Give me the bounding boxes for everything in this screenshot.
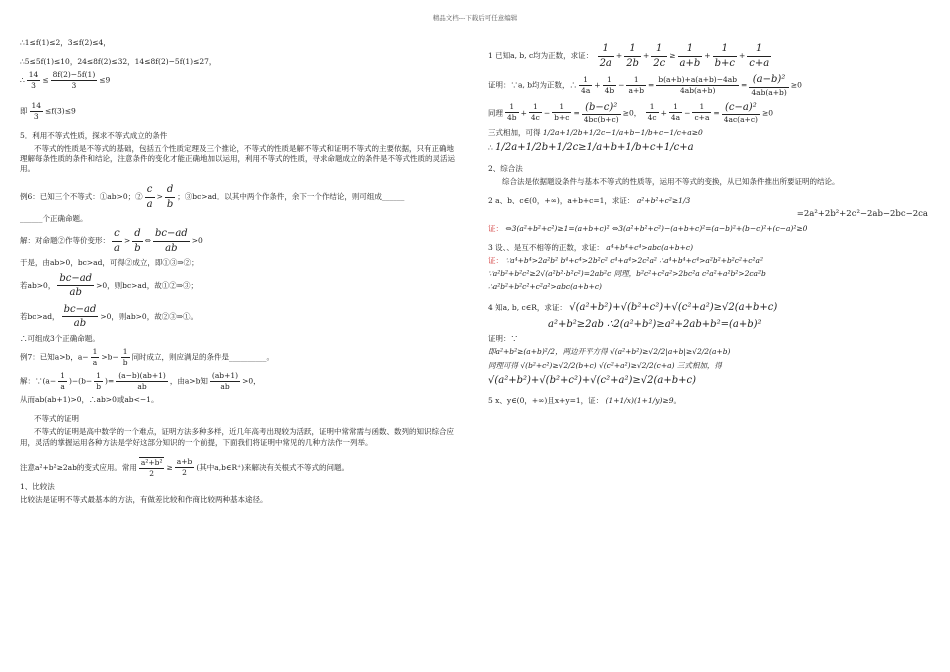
example-3-line2: ∵a²b²+b²c²≥2√(a²b²·b²c²)=2ab²c 同理，b²c²+c²a²>2bc²a c²a²+a²b²>2ca²b xyxy=(488,269,766,279)
proof-4: ∴ 1/2a+1/2b+1/2c≥1/a+b+1/b+c+1/c+a xyxy=(488,142,694,154)
example-2: 2 a、b、c∈(0，+∞)，a+b+c=1，求证： a²+b²+c²≥1/3 xyxy=(488,196,691,206)
proof-2: 同理 $\frac{1}{4b}$ + $\frac{1}{4c}$ − $\frac{1}{b+c}$ = $\frac{\text{(b−c)²}}{4bc(b+c)}$ ≥0， $\frac{1}{4c}$ + $\frac{1}{4a}$ − $\frac{1}{c+a}$ = $\frac{\text{(c−a)²}}{4ac(a+c)}$ ≥0 xyxy=(488,101,774,125)
section-6-title: 不等式的证明 xyxy=(34,414,79,424)
left-column xyxy=(20,38,460,508)
example-4-line3: 同理可得 √(b²+c²)≥√2/2(b+c) √(c²+a²)≥√2/2(c+a) 三式相加，得 xyxy=(488,360,722,370)
line-9: 若bc>ad， $\frac{bc-ad}{ab}$ >0，则ab>0，故②③⇒①。 xyxy=(20,303,198,329)
line-7: 于是，由ab>0，bc>ad，可得②成立，即①③⇒②； xyxy=(20,258,199,268)
example-4-line2: 即a²+b²≥(a+b)²/2，两边开平方得 √(a²+b²)≥√2/2|a+b|≥√2/2(a+b) xyxy=(488,347,731,357)
example-6-cont: ______个正确命题。 xyxy=(20,214,88,224)
line-1: ∴1≤f(1)≤2，3≤f(2)≤4， xyxy=(20,38,111,47)
note-line: 注意a²+b²≥2ab的变式应用。常用 $\frac{\text{a²+b²}}{2}$ ≥ $\frac{a+b}{2}$ (其中a,b∈R⁺)来解决有关根式不等式的问题。 xyxy=(20,457,350,478)
example-4-proof: 证明：∵ xyxy=(488,334,518,344)
section-5-text: 不等式的性质是不等式的基础，包括五个性质定理及三个推论，不等式的性质是解不等式和证明不等式的主要依据，只有正确地理解每条性质的条件和结论，注意条件的变化才能正确地加以运用，利用不等式的性质，寻求命题成立的条件是不等式性质的灵活运用。 xyxy=(20,143,455,174)
proof-3: 三式相加，可得 1/2a+1/2b+1/2c−1/a+b−1/b+c−1/c+a≥0 xyxy=(488,128,703,138)
example-5: 5 x、y∈(0，+∞)且x+y=1，证： (1+1/x)(1+1/y)≥9。 xyxy=(488,396,681,406)
solution-7: 解：∵(a− $\frac{1}{a}$ )−(b− $\frac{1}{b}$ )= $\frac{(a-b)(ab+1)}{ab}$ ，由a>b知 $\frac{(ab+1)}{ab}$ >0， xyxy=(20,370,261,391)
page-header: 精品文档---下载后可任意编辑 xyxy=(432,14,518,22)
fraction: $\frac{8f(2)-5f(1)}{3}$ xyxy=(52,70,96,91)
sym: ∴ xyxy=(20,75,25,85)
example-4-line4: √(a²+b²)+√(b²+c²)+√(c²+a²)≥√2(a+b+c) xyxy=(488,374,697,386)
solution-6: 解：对命题②作等价变形： $\frac{c}{a}$ > $\frac{d}{b}$ ⇔ $\frac{bc-ad}{ab}$ >0 xyxy=(20,228,203,254)
right-column xyxy=(488,42,928,409)
comparison-title: 1、比较法 xyxy=(20,481,55,491)
synthesis-text: 综合法是依据题设条件与基本不等式的性质等，运用不等式的变换，从已知条件推出所要证明的结论。 xyxy=(502,177,840,186)
example-4: 4 知a, b, c∈R，求证： √(a²+b²)+√(b²+c²)+√(c²+a²)≥√2(a+b+c) xyxy=(488,302,778,314)
line-4: 即 $\frac{14}{3}$ ≤f(3)≤9 xyxy=(20,100,76,121)
section-5-title: 5．利用不等式性质，探求不等式成立的条件 xyxy=(20,130,168,140)
line-2: ∴5≤5f(1)≤10，24≤8f(2)≤32，14≤8f(2)−5f(1)≤27， xyxy=(20,57,217,67)
sym: ≤ xyxy=(42,75,49,85)
line-3 xyxy=(20,70,460,91)
comparison-text: 比较法是证明不等式最基本的方法，有做差比较和作商比较两种基本途径。 xyxy=(20,495,268,504)
proof-1: 证明：∵a, b均为正数，∴ $\frac{1}{4a}$ + $\frac{1}{4b}$ − $\frac{1}{a+b}$ = $\frac{b(a+b)+a(a+b)-4ab}{4ab(a+b)}$ = $\frac{\text{(a−b)²}}{4ab(a+b)}$ ≥0 xyxy=(488,74,802,97)
example-3-line3: ∴a²b²+b²c²+c²a²>abc(a+b+c) xyxy=(488,282,602,292)
line-10: ∴可组成3个正确命题。 xyxy=(20,333,100,343)
example-2-expand: =2a²+2b²+2c²−2ab−2bc−2ca xyxy=(796,209,928,220)
fraction: $\frac{14}{3}$ xyxy=(28,70,39,91)
section-6-text: 不等式的证明是高中数学的一个难点，证明方法多种多样，近几年高考出现较为活跃，证明中常常需与函数、数列的知识综合应用，灵活的掌握运用各种方法是学好这部分知识的一个前提，下面我们将证明中常见的几种方法作一列举。 xyxy=(20,427,454,447)
line-11: 从而ab(ab+1)>0，∴ab>0或ab<−1。 xyxy=(20,395,159,405)
example-3-proof: 证： ∵a⁴+b⁴>2a²b² b⁴+c⁴>2b²c² c⁴+a⁴>2c²a² ∴a⁴+b⁴+c⁴>a²b²+b²c²+c²a² xyxy=(488,255,763,265)
line-8: 若ab>0， $\frac{bc-ad}{ab}$ >0，则bc>ad，故①②⇒③； xyxy=(20,272,198,298)
synthesis-title: 2、综合法 xyxy=(488,163,523,173)
example-6: 例6：已知三个不等式：①ab>0；② $\frac{c}{a}$ > $\frac{d}{b}$ ；③bc>ad．以其中两个作条件，余下一个作结论，则可组成______ xyxy=(20,184,405,210)
example-7: 例7：已知a>b，a− $\frac{1}{a}$ >b− $\frac{1}{b}$ 同时成立，则应满足的条件是__________。 xyxy=(20,346,275,367)
example-4-line1: a²+b²≥2ab ∴2(a²+b²)≥a²+2ab+b²=(a+b)² xyxy=(548,318,762,330)
sym: ≤9 xyxy=(99,75,111,85)
example-2-proof: 证： ⇔3(a²+b²+c²)≥1=(a+b+c)² ⇔3(a²+b²+c²)−(a+b+c)²=(a−b)²+(b−c)²+(c−a)²≥0 xyxy=(488,223,808,233)
example-1: 1 已知a, b, c均为正数，求证： $\frac{1}{2a}$ + $\frac{1}{2b}$ + $\frac{1}{2c}$ ≥ $\frac{1}{a+b}$ + $\frac{1}{b+c}$ + $\frac{1}{c+a}$ xyxy=(488,43,770,69)
example-3: 3 设、、是互不相等的正数，求证： a⁴+b⁴+c⁴>abc(a+b+c) xyxy=(488,242,694,252)
